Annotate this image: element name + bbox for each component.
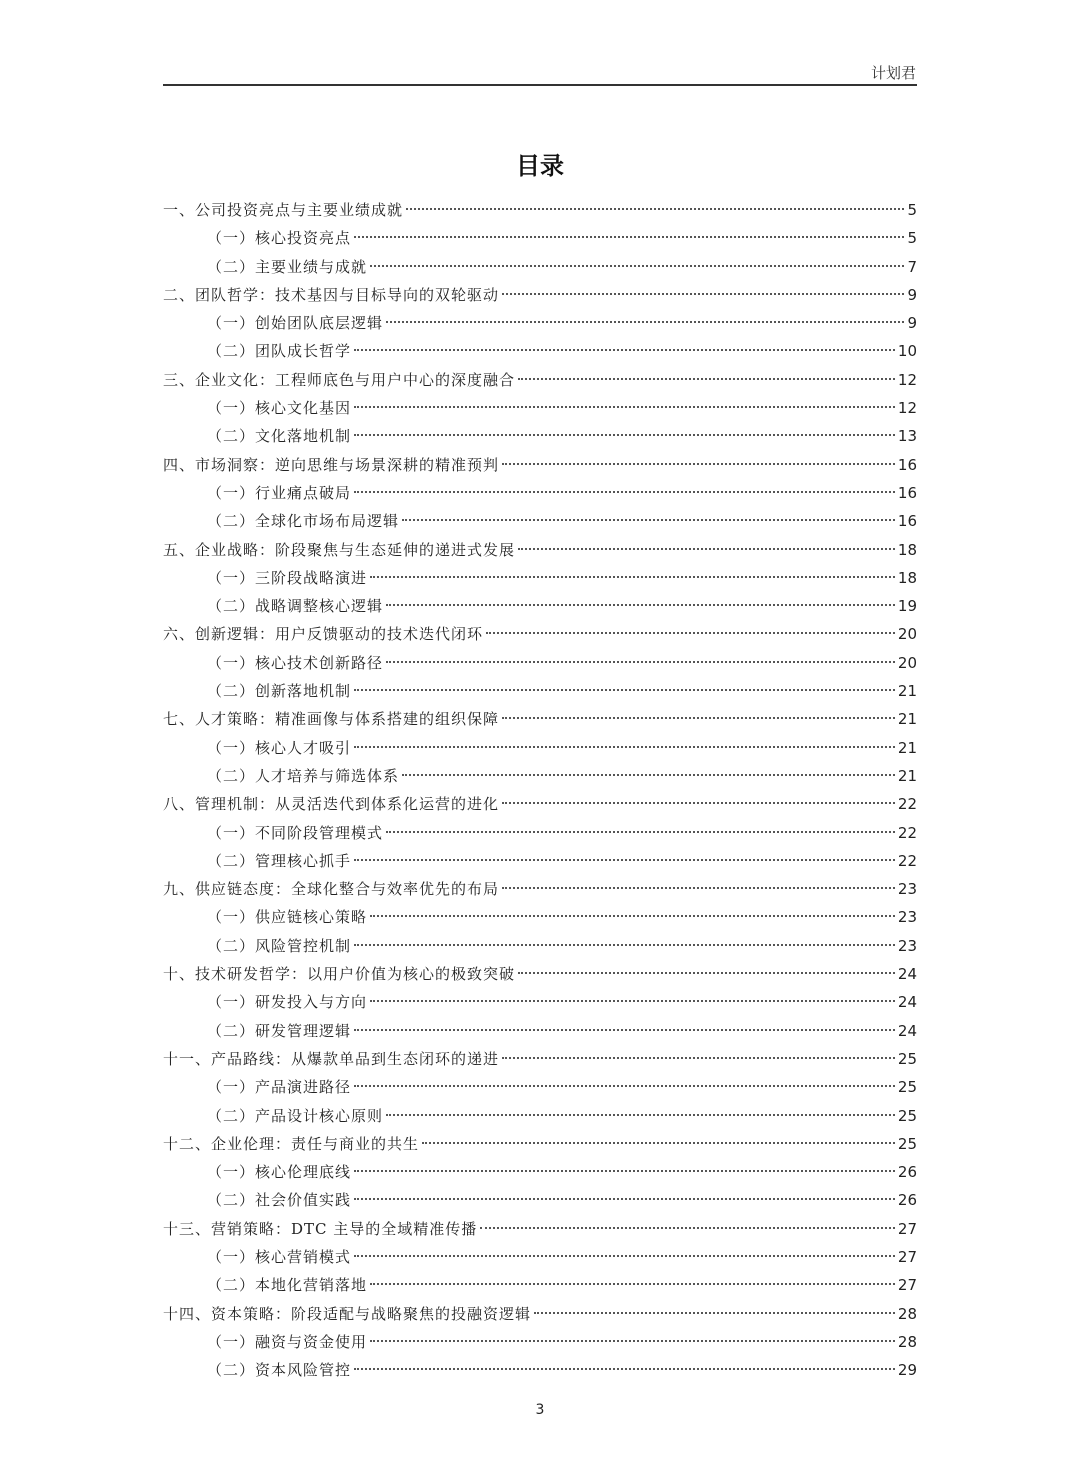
toc-entry-label: （一）行业痛点破局	[207, 483, 352, 502]
toc-entry-page-number: 16	[897, 512, 917, 531]
toc-entry-page-number: 12	[897, 399, 917, 418]
toc-entry-label: （二）文化落地机制	[207, 427, 352, 446]
toc-subsection-entry[interactable]	[163, 1356, 917, 1384]
toc-subsection-entry[interactable]	[163, 1017, 917, 1045]
dot-leader	[386, 1114, 895, 1116]
toc-entry-label: （一）产品演进路径	[207, 1078, 352, 1097]
toc-entry-label: （二）团队成长哲学	[207, 342, 352, 361]
toc-entry-label: （一）核心投资亮点	[207, 229, 352, 248]
toc-section-entry[interactable]	[163, 196, 917, 224]
dot-leader	[354, 1198, 895, 1200]
toc-entry-page-number: 18	[897, 568, 917, 587]
dot-leader	[502, 717, 895, 719]
toc-entry-label: （二）主要业绩与成就	[207, 257, 368, 276]
dot-leader	[486, 632, 895, 634]
toc-entry-page-number: 22	[897, 823, 917, 842]
dot-leader	[370, 1000, 895, 1002]
dot-leader	[354, 1170, 895, 1172]
toc-subsection-entry[interactable]	[163, 819, 917, 847]
table-of-contents	[163, 196, 917, 1384]
dot-leader	[386, 604, 895, 606]
dot-leader	[502, 1057, 895, 1059]
dot-leader	[370, 1283, 895, 1285]
toc-section-entry[interactable]	[163, 705, 917, 733]
toc-entry-page-number: 25	[897, 1106, 917, 1125]
toc-entry-label: 三、企业文化：工程师底色与用户中心的深度融合	[163, 370, 516, 389]
toc-entry-label: （一）核心伦理底线	[207, 1163, 352, 1182]
toc-entry-page-number: 7	[907, 257, 917, 276]
toc-entry-page-number: 27	[897, 1247, 917, 1266]
toc-subsection-entry[interactable]	[163, 592, 917, 620]
toc-section-entry[interactable]	[163, 366, 917, 394]
dot-leader	[386, 661, 895, 663]
dot-leader	[354, 859, 895, 861]
dot-leader	[480, 1227, 895, 1229]
toc-section-entry[interactable]	[163, 790, 917, 818]
toc-entry-page-number: 23	[897, 908, 917, 927]
toc-subsection-entry[interactable]	[163, 734, 917, 762]
toc-entry-label: （二）社会价值实践	[207, 1191, 352, 1210]
toc-entry-page-number: 21	[897, 710, 917, 729]
dot-leader	[354, 689, 895, 691]
toc-entry-label: 七、人才策略：精准画像与体系搭建的组织保障	[163, 710, 500, 729]
toc-subsection-entry[interactable]	[163, 224, 917, 252]
toc-entry-label: （二）管理核心抓手	[207, 851, 352, 870]
toc-entry-label: （二）全球化市场布局逻辑	[207, 512, 400, 531]
toc-subsection-entry[interactable]	[163, 649, 917, 677]
toc-section-entry[interactable]	[163, 1130, 917, 1158]
toc-subsection-entry[interactable]	[163, 847, 917, 875]
dot-leader	[502, 802, 895, 804]
dot-leader	[502, 463, 895, 465]
dot-leader	[534, 1312, 895, 1314]
toc-entry-label: （一）核心文化基因	[207, 399, 352, 418]
toc-section-entry[interactable]	[163, 1300, 917, 1328]
dot-leader	[518, 972, 895, 974]
toc-entry-label: （一）三阶段战略演进	[207, 568, 368, 587]
dot-leader	[354, 1255, 895, 1257]
dot-leader	[406, 208, 904, 210]
toc-entry-label: 四、市场洞察：逆向思维与场景深耕的精准预判	[163, 455, 500, 474]
toc-section-entry[interactable]	[163, 536, 917, 564]
toc-entry-label: 十、技术研发哲学：以用户价值为核心的极致突破	[163, 965, 516, 984]
toc-subsection-entry[interactable]	[163, 1186, 917, 1214]
header-brand: 计划君	[870, 64, 916, 82]
toc-entry-page-number: 27	[897, 1219, 917, 1238]
toc-entry-page-number: 25	[897, 1078, 917, 1097]
dot-leader	[422, 1142, 895, 1144]
toc-entry-label: （二）产品设计核心原则	[207, 1106, 384, 1125]
toc-entry-page-number: 20	[897, 625, 917, 644]
toc-entry-label: （二）创新落地机制	[207, 682, 352, 701]
toc-entry-page-number: 10	[897, 342, 917, 361]
dot-leader	[370, 265, 904, 267]
toc-entry-page-number: 24	[897, 965, 917, 984]
dot-leader	[354, 1085, 895, 1087]
toc-entry-page-number: 9	[907, 285, 917, 304]
toc-subsection-entry[interactable]	[163, 903, 917, 931]
toc-section-entry[interactable]	[163, 960, 917, 988]
toc-section-entry[interactable]	[163, 1215, 917, 1243]
toc-section-entry[interactable]	[163, 451, 917, 479]
toc-section-entry[interactable]	[163, 1045, 917, 1073]
dot-leader	[518, 548, 895, 550]
toc-section-entry[interactable]	[163, 281, 917, 309]
toc-entry-page-number: 20	[897, 653, 917, 672]
dot-leader	[386, 831, 895, 833]
toc-subsection-entry[interactable]	[163, 988, 917, 1016]
page-number: 3	[535, 1402, 545, 1418]
toc-entry-page-number: 28	[897, 1304, 917, 1323]
toc-entry-page-number: 21	[897, 682, 917, 701]
toc-entry-label: （一）不同阶段管理模式	[207, 823, 384, 842]
toc-entry-label: 二、团队哲学：技术基因与目标导向的双轮驱动	[163, 285, 500, 304]
dot-leader	[386, 321, 904, 323]
dot-leader	[354, 434, 895, 436]
toc-entry-page-number: 25	[897, 1134, 917, 1153]
dot-leader	[402, 519, 895, 521]
toc-entry-label: 十二、企业伦理：责任与商业的共生	[163, 1134, 420, 1153]
toc-subsection-entry[interactable]	[163, 253, 917, 281]
toc-subsection-entry[interactable]	[163, 479, 917, 507]
toc-entry-label: （二）战略调整核心逻辑	[207, 597, 384, 616]
toc-section-entry[interactable]	[163, 875, 917, 903]
toc-subsection-entry[interactable]	[163, 932, 917, 960]
toc-subsection-entry[interactable]	[163, 422, 917, 450]
toc-entry-page-number: 27	[897, 1276, 917, 1295]
toc-title: 目录	[516, 152, 564, 180]
toc-entry-label: （二）风险管控机制	[207, 936, 352, 955]
dot-leader	[502, 887, 895, 889]
toc-entry-label: 五、企业战略：阶段聚焦与生态延伸的递进式发展	[163, 540, 516, 559]
toc-entry-page-number: 23	[897, 880, 917, 899]
toc-entry-label: 十三、营销策略：DTC 主导的全域精准传播	[163, 1219, 478, 1238]
toc-entry-label: （一）核心人才吸引	[207, 738, 352, 757]
dot-leader	[518, 378, 895, 380]
dot-leader	[354, 746, 895, 748]
toc-subsection-entry[interactable]	[163, 677, 917, 705]
toc-entry-page-number: 29	[897, 1361, 917, 1380]
toc-subsection-entry[interactable]	[163, 507, 917, 535]
toc-entry-page-number: 18	[897, 540, 917, 559]
toc-subsection-entry[interactable]	[163, 1102, 917, 1130]
toc-entry-page-number: 25	[897, 1049, 917, 1068]
toc-entry-label: （一）融资与资金使用	[207, 1332, 368, 1351]
toc-entry-page-number: 24	[897, 1021, 917, 1040]
header-divider	[163, 84, 917, 86]
toc-entry-page-number: 21	[897, 766, 917, 785]
toc-entry-label: 九、供应链态度：全球化整合与效率优先的布局	[163, 880, 500, 899]
toc-entry-page-number: 24	[897, 993, 917, 1012]
toc-entry-page-number: 19	[897, 597, 917, 616]
toc-entry-label: 一、公司投资亮点与主要业绩成就	[163, 201, 404, 219]
dot-leader	[354, 236, 904, 238]
toc-entry-label: （二）人才培养与筛选体系	[207, 766, 400, 785]
dot-leader	[370, 576, 895, 578]
toc-entry-label: （一）核心技术创新路径	[207, 653, 384, 672]
toc-entry-page-number: 5	[907, 229, 917, 248]
toc-entry-page-number: 5	[907, 201, 917, 219]
toc-entry-label: 六、创新逻辑：用户反馈驱动的技术迭代闭环	[163, 625, 484, 644]
toc-entry-page-number: 12	[897, 370, 917, 389]
toc-entry-page-number: 22	[897, 795, 917, 814]
toc-subsection-entry[interactable]	[163, 1243, 917, 1271]
dot-leader	[502, 293, 904, 295]
toc-entry-label: （二）本地化营销落地	[207, 1276, 368, 1295]
toc-entry-label: （一）研发投入与方向	[207, 993, 368, 1012]
dot-leader	[402, 774, 895, 776]
dot-leader	[354, 944, 895, 946]
toc-subsection-entry[interactable]	[163, 337, 917, 365]
toc-subsection-entry[interactable]	[163, 394, 917, 422]
toc-subsection-entry[interactable]	[163, 309, 917, 337]
toc-entry-page-number: 26	[897, 1191, 917, 1210]
toc-entry-label: （一）核心营销模式	[207, 1247, 352, 1266]
dot-leader	[354, 349, 895, 351]
toc-subsection-entry[interactable]	[163, 1073, 917, 1101]
toc-entry-page-number: 22	[897, 851, 917, 870]
toc-subsection-entry[interactable]	[163, 1158, 917, 1186]
toc-subsection-entry[interactable]	[163, 564, 917, 592]
dot-leader	[354, 1029, 895, 1031]
toc-section-entry[interactable]	[163, 620, 917, 648]
toc-entry-label: 八、管理机制：从灵活迭代到体系化运营的进化	[163, 795, 500, 814]
toc-entry-label: （一）供应链核心策略	[207, 908, 368, 927]
dot-leader	[370, 1340, 895, 1342]
toc-entry-page-number: 9	[907, 314, 917, 333]
dot-leader	[370, 915, 895, 917]
toc-entry-label: （二）资本风险管控	[207, 1361, 352, 1380]
toc-entry-label: （一）创始团队底层逻辑	[207, 314, 384, 333]
toc-entry-label: 十一、产品路线：从爆款单品到生态闭环的递进	[163, 1049, 500, 1068]
dot-leader	[354, 1368, 895, 1370]
toc-entry-page-number: 23	[897, 936, 917, 955]
toc-entry-label: （二）研发管理逻辑	[207, 1021, 352, 1040]
toc-entry-page-number: 28	[897, 1332, 917, 1351]
dot-leader	[354, 406, 895, 408]
toc-entry-page-number: 21	[897, 738, 917, 757]
toc-entry-label: 十四、资本策略：阶段适配与战略聚焦的投融资逻辑	[163, 1304, 532, 1323]
toc-subsection-entry[interactable]	[163, 1328, 917, 1356]
toc-entry-page-number: 16	[897, 483, 917, 502]
toc-entry-page-number: 16	[897, 455, 917, 474]
dot-leader	[354, 491, 895, 493]
toc-entry-page-number: 26	[897, 1163, 917, 1182]
toc-subsection-entry[interactable]	[163, 1271, 917, 1299]
toc-entry-page-number: 13	[897, 427, 917, 446]
toc-subsection-entry[interactable]	[163, 762, 917, 790]
